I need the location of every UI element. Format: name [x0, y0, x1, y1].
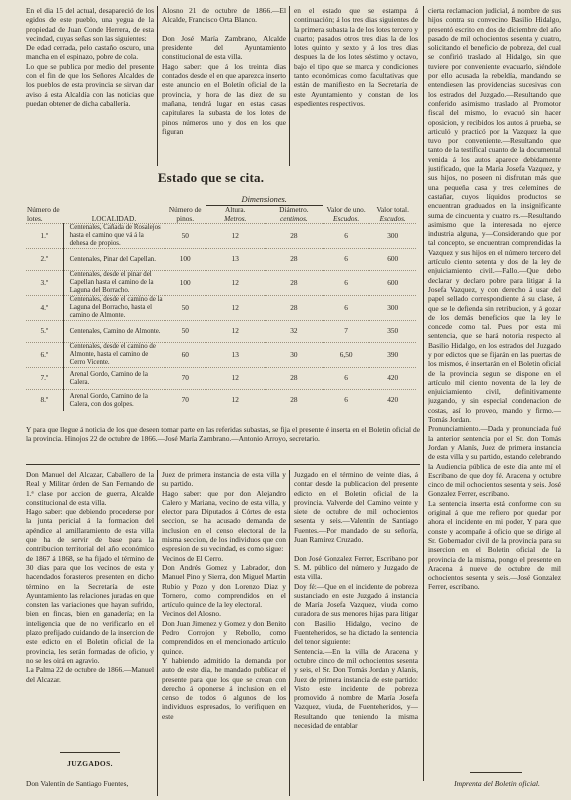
- bottom-column-2: Juez de primera instancia de esta villa y su partido. Hago saber: que por don Alejandro Calero y Mariana, vecino de esta villa, y elector para Diputados á Córtes de esta seccion, se ha acusado demanda de inclusion en el censo electoral de la misma seccion, de los individuos que con espresion de su vecindad, es como sigue: Vecinos de El Cerro. Don Andrés Gomez y Labrador, don Manuel Pino y Sierra, don Miguel Martin Rubio y Pozo y don Lorenzo Diaz y Tornero, como comprendidos en el artículo quince de la ley electoral. Vecinos del Alosno. Don Juan Jimenez y Gomez y don Benito Pedro Corrojon y Rebollo, como comprendidos en el mencionado artículo quince. Y habiendo admitido la demanda por auto de este dia, he mandado publicar el presente para que los que se crean con derecho á oponerse á inclusion en el censo de todos ó algunos de los individuos espresados, lo verifiquen en este: [162, 470, 286, 721]
- section-divider: [26, 464, 420, 465]
- pinos-cell: 60: [165, 343, 206, 368]
- diametro-cell: 30: [265, 343, 323, 368]
- pinos-cell: 50: [165, 224, 206, 249]
- imprenta-footer: Imprenta del Boletin oficial.: [454, 779, 540, 788]
- altura-cell: 13: [206, 249, 265, 271]
- lote-number: 2.º: [26, 249, 63, 271]
- valor-uno-cell: 6: [323, 224, 370, 249]
- localidad-cell: Centenales, Cañada de Rosalejos hasta el camino que vá á la dehesa de propios.: [63, 224, 165, 249]
- header-escudos-2: Escudos.: [379, 213, 406, 223]
- table-row: [26, 249, 416, 271]
- table-row: [26, 296, 416, 321]
- top-column-2: Alosno 21 de octubre de 1866.—El Alcalde, Francisco Orta Blanco. Don José María Zambrano, Alcalde presidente del Ayuntamiento constitucional de esta villa. Hago saber: que á los treinta dias contados desde el en que aparezca inserto este anuncio en el Boletín oficial de la provincia, y hora de las diez de su mañana, tendrá lugar en estas casas capitulares la subasta de los lotes de pinos números uno y dos en los que figuran: [162, 6, 286, 136]
- valor-uno-cell: 7: [323, 321, 370, 343]
- column-divider: [157, 470, 158, 796]
- diametro-cell: 32: [265, 321, 323, 343]
- column-divider: [157, 6, 158, 166]
- header-pinos: Número de pinos.: [168, 204, 202, 223]
- lote-number: 4.º: [26, 296, 63, 321]
- altura-cell: 12: [206, 368, 265, 390]
- pinos-cell: 100: [165, 249, 206, 271]
- localidad-cell: Centenales, Camino de Almonte.: [63, 321, 165, 343]
- subasta-note: Y para que llegue á noticia de los que deseen tomar parte en las referidas subastas, se fija el presente é inserta en el Boletin oficial de la provincia. Hinojos 22 de octubre de 1866.—José María Zambrano.—Antonio Arroyo, secretario.: [26, 425, 420, 444]
- pinos-cell: 50: [165, 321, 206, 343]
- pinos-cell: 70: [165, 368, 206, 390]
- diametro-cell: 28: [265, 224, 323, 249]
- table-row: [26, 368, 416, 390]
- altura-cell: 12: [206, 321, 265, 343]
- altura-cell: 12: [206, 390, 265, 412]
- table-row: [26, 321, 416, 343]
- localidad-cell: Centenales, Pinar del Capellan.: [63, 249, 165, 271]
- top-column-3: en el estado que se estampa á continuación; á los tres dias siguientes de la primera subasta la de los lotes tercero y cuarto; pasados otros tres dias la de los lotes quinto y sexto y á los tres dias despues la de los lotes séstimo y octavo, bajo el tipo que se marca y condiciones tanto económicas como facultativas que están de manifiesto en la Secretaría de este Ayuntamiento y constan de los espedientes respectivos.: [294, 6, 418, 108]
- estado-title: Estado que se cita.: [157, 170, 265, 185]
- lote-number: 7.º: [26, 368, 63, 390]
- valor-total-cell: 300: [369, 296, 416, 321]
- valor-uno-cell: 6: [323, 368, 370, 390]
- localidad-cell: Centenales, desde el camino de Almonte, hasta el camino de Cerro Vicente.: [63, 343, 165, 368]
- valor-uno-cell: 6: [323, 249, 370, 271]
- pinos-cell: 70: [165, 390, 206, 412]
- valor-uno-cell: 6: [323, 296, 370, 321]
- valor-total-cell: 600: [369, 271, 416, 296]
- header-valor-total: Valor total.: [376, 204, 409, 214]
- header-altura: Altura.: [225, 204, 246, 214]
- valor-total-cell: 390: [369, 343, 416, 368]
- diametro-cell: 28: [265, 271, 323, 296]
- top-column-1: En el dia 15 del actual, desapareció de los egidos de este pueblo, una yegua de la propiedad de Juan Conde Herrera, de esta vecindad, cuyas señas son las siguientes: De edad cerrada, pelo castaño oscuro, una mancha en el espinazo, pobre de cola. Lo que se publica por medio del presente con el fin de que los Señores Alcaldes de los pueblos de esta provincia se sirvan dar aviso á esta Alcaldía con las noticias que puedan obtener de dicha caballería.: [26, 6, 154, 108]
- dimensiones-header: Dimensiones.: [206, 196, 323, 205]
- bottom-column-3: Juzgado en el término de veinte dias, á contar desde la publicacion del presente edicto en el Boletin oficial de la provincia. Valverde del Camino veinte y siete de octubre de mil ochocientos sesenta y seis.—Valentín de Santiago Fuentes.—Por mandado de su señoría, Juan Ramirez Cruzado. Don José Gonzalez Ferrer, Escribano por S. M. público del número y Juzgado de esta villa. Doy fé:—Que en el incidente de pobreza sustanciado en este Juzgado á instancia de María Josefa Vazquez, viuda como curadora de sus menores hijas para litigar con Basilio Hidalgo, vecino de Fuenteheridos, se ha dictado la sentencia del tenor siguiente: Sentencia.—En la villa de Aracena y octubre cinco de mil ochocientos sesenta y seis, el Sr. Don Tomás Jordan y Alanís, Juez de primera instancia de este partido: Visto este incidente de pobreza promovido á nombre de María Josefa Vazquez, viuda, de Fuenteheridos, y—Resultando que teniendo la misma necesidad de entablar: [294, 470, 418, 731]
- altura-cell: 12: [206, 271, 265, 296]
- lote-number: 6.º: [26, 343, 63, 368]
- table-row: [26, 271, 416, 296]
- valor-total-cell: 350: [369, 321, 416, 343]
- lote-number: 8.º: [26, 390, 63, 412]
- diametro-cell: 28: [265, 368, 323, 390]
- altura-cell: 13: [206, 343, 265, 368]
- localidad-cell: Arenal Gordo, Camino de la Calera, con dos golpes.: [63, 390, 165, 412]
- pinos-cell: 100: [165, 271, 206, 296]
- imprenta-rule: [470, 772, 522, 773]
- lote-number: 3.º: [26, 271, 63, 296]
- lote-number: 1.º: [26, 224, 63, 249]
- estado-table: [26, 196, 416, 411]
- localidad-cell: Arenal Gordo, Camino de la Calera.: [63, 368, 165, 390]
- column-divider: [289, 470, 290, 796]
- valor-total-cell: 420: [369, 390, 416, 412]
- juzgados-text: Don Valentín de Santiago Fuentes,: [26, 779, 129, 788]
- header-localidad: LOCALIDAD.: [91, 213, 137, 223]
- localidad-cell: Centenales, desde el camino de la Laguna del Borracho, hasta el camino de Almonte.: [63, 296, 165, 321]
- juzgados-rule: [60, 752, 120, 753]
- altura-cell: 12: [206, 296, 265, 321]
- table-row: [26, 224, 416, 249]
- column-divider: [289, 6, 290, 166]
- diametro-cell: 28: [265, 296, 323, 321]
- localidad-cell: Centenales, desde el pinar del Capellan hasta el camino de la Laguna del Borracho.: [63, 271, 165, 296]
- header-valor-uno: Valor de uno.: [326, 204, 366, 214]
- valor-total-cell: 600: [369, 249, 416, 271]
- valor-uno-cell: 6: [323, 271, 370, 296]
- juzgados-heading: JUZGADOS.: [67, 759, 113, 768]
- header-centimos: centimos.: [279, 213, 308, 223]
- bottom-column-1: Don Manuel del Alcazar, Caballero de la Real y Militar órden de San Fernando de 1.ª clase por accion de guerra, Alcalde constitucional de esta villa. Hago saber: que debiendo procederse por la junta pericial á la formacion del apéndice al amillaramiento de esta villa que ha de servir de base para la contribucion territorial del año económico de 1867 á 1868, se ha fijado el término de 30 dias para que los vecinos de esta y hacendados forasteros presenten en dicho término en la Secretaría de este Ayuntamiento las relaciones juradas en que consten las variaciones que hayan sufrido, bien en fincas, bien en ganadería; en la inteligencia que de no verificarlo en el plazo prefijado cuidando de la insercion de este edicto en el Boletin oficial de la provincia, les serán formadas de oficio, y no se les oirá en agravio. La Palma 22 de octubre de 1866.—Manuel del Alcazar.: [26, 470, 154, 684]
- header-numero: Número de lotes.: [27, 204, 60, 223]
- altura-cell: 12: [206, 224, 265, 249]
- column-divider: [423, 6, 424, 781]
- diametro-cell: 28: [265, 390, 323, 412]
- valor-uno-cell: 6,50: [323, 343, 370, 368]
- table-row: [26, 343, 416, 368]
- lote-number: 5.º: [26, 321, 63, 343]
- valor-total-cell: 420: [369, 368, 416, 390]
- diametro-cell: 28: [265, 249, 323, 271]
- header-escudos-1: Escudos.: [333, 213, 360, 223]
- header-diametro: Diámetro.: [279, 204, 309, 214]
- valor-uno-cell: 6: [323, 390, 370, 412]
- valor-total-cell: 300: [369, 224, 416, 249]
- header-metros: Metros.: [224, 213, 247, 223]
- right-column: cierta reclamacion judicial, á nombre de sus hijos contra su convecino Basilio Hidalgo, presentó escrito en dos de diciembre del año pasado de mil ochocientos sesenta y cuatro, solicitando el beneficio de pobreza, del cual se confirió traslado al Hidalgo, sin que tuviere por conveniente evacuarlo, siéndole por ello acusada la rebeldía, mandando se entendiesen las providencias sucesivas con los estrados del Juzgado.—Resultando que conferido asimismo traslado al Promotor fiscal del mismo, lo evacuó sin hacer oposicion, y recibidos los autos á prueba, se articuló y practicó por la Vazquez la que tuvo por conveniente.—Resultando que tanto de la testifical cuanto de la documental venida á los autos aparece debidamente justificado, que la María Josefa Vazquez, y sus hijos, no poseen ni disfrutan más que una pequeña casa y tres celemines de castañar, cuyos líquidos productos se encuentran graduados en la insignificante suma de cincuenta y cuatro rs.—Resultando asimismo que la interesada no ejerce industria alguna, y—Considerando que por tal concepto, se encuentran comprendidas la Vazquez y sus hijos en el número tercero del artículo ciento setenta y dos de la ley de enjuiciamiento civil.—Fallo.—Que debo declarar y declaro pobre para litigar á la Josefa Vazquez, y con derecho á usar del papel sellado correspondiente á su clase, á que se le defienda sin retribucion, y á gozar de los demás beneficios que la ley le concede como tal. Pues por esta mi sentencia, que se hará notoria respecto al Basilio Hidalgo, en los estrados del Juzgado y por edictos que se fijarán en las puertas de los mismos, é insertarán en el Boletin oficial de la provincia segun se dispone en el artículo mil ciento noventa de la ley de enjuiciamiento civil, definitivamente juzgando, y sin especial condenacion de costas, así lo proveo, mando y firmo.—Tomás Jordan. Pronunciamiento.—Dada y pronunciada fué la anterior sentencia por el Sr. don Tomás Jordan y Alanís, Juez de primera instancia de esta villa y su partido, estando celebrando la Audiencia pública de este dia ante mí el Escribano de que doy fé. Aracena y octubre cinco de mil ochocientos sesenta y seis. José Gonzalez Ferrer, escribano. La sentencia inserta está conforme con su original á que me refiero por quedar por ahora el incidente en mi poder, Y para que conste y acompañe á oficio que se dirige al Sr. Gobernador civil de la provincia para su insercion en el Boletin oficial de la provincia de la misma, pongo el presente en Aracena á nueve de octubre de mil ochocientos sesenta y seis.—José Gonzalez Ferrer, escribano.: [428, 6, 561, 592]
- table-row: [26, 390, 416, 412]
- pinos-cell: 50: [165, 296, 206, 321]
